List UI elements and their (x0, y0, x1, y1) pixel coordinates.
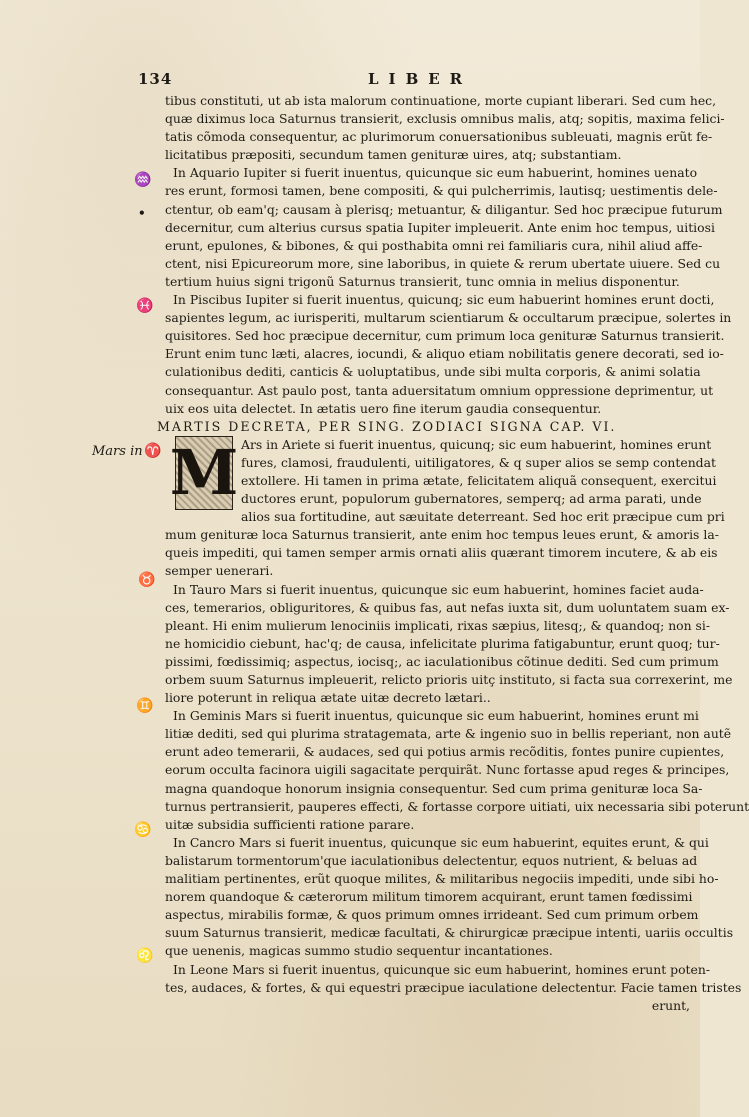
folio-number: 134 (138, 70, 173, 88)
text-line: culationibus dediti, canticis & uoluptatibus, unde sibi multa corporis, & animi solatia (165, 364, 701, 380)
text-line: Erunt enim tunc læti, alacres, iocundi, & aliquo etiam nobilitatis genere decorati, sed io- (165, 346, 724, 362)
taurus-icon: ♉ (138, 572, 156, 588)
text-line: tatis cõmoda consequentur, ac plurimorum conuersationibus subleuati, magnis erũt fe- (165, 129, 713, 145)
text-line: ces, temerarios, obliguritores, & quibus fas, aut nefas iuxta sit, dum uoluntatem suam ex- (165, 599, 730, 615)
text-line: uitæ subsidia sufficienti ratione parare. (165, 816, 415, 832)
text-line: mum genituræ loca Saturnus transierit, ante enim hoc tempus leues erunt, & amoris la- (165, 527, 719, 543)
chapter-heading: MARTIS DECRETA, PER SING. ZODIACI SIGNA CAP. VI. (157, 418, 617, 434)
text-line: ductores erunt, populorum gubernatores, semperq; ad arma parati, unde (241, 491, 702, 507)
text-line: decernitur, cum alterius cursus spatia Iupiter impleuerit. Ante enim hoc tempus, uitiosi (165, 219, 715, 235)
text-line: In Cancro Mars si fuerit inuentus, quicunque sic eum habuerint, equites erunt, & qui (173, 834, 709, 850)
text-line: eorum occulta facinora uigili sagacitate perquirãt. Nunc fortasse apud reges & principes, (165, 762, 730, 778)
text-line: que uenenis, magicas summo studio sequentur incantationes. (165, 943, 553, 959)
text-line: res erunt, formosi tamen, bene compositi, & qui pulcherrimis, lautisq; uestimentis dele- (165, 183, 718, 199)
text-line: aspectus, mirabilis formæ, & quos primum omnes irrideant. Sed cum primum orbem (165, 907, 699, 923)
text-line: norem quandoque & cæterorum militum timorem acquirant, erunt tamen fœdissimi (165, 889, 693, 905)
text-line: quæ diximus loca Saturnus transierit, exclusis omnibus malis, atq; sopitis, maxima felici- (165, 111, 725, 127)
leo-icon: ♌ (136, 948, 154, 964)
text-line: ctent, nisi Epicureorum more, sine laboribus, in quiete & rerum ubertate uiuere. Sed cu (165, 255, 721, 271)
text-line: balistarum tormentorum'que iaculationibus delectentur, equos nutrient, & beluas ad (165, 852, 698, 868)
text-line: erunt adeo temerarii, & audaces, sed qui potius armis recõditis, fontes punire cupientes, (165, 744, 725, 760)
text-line: tibus constituti, ut ab ista malorum continuatione, morte cupiant liberari. Sed cum hec, (165, 93, 717, 108)
text-line: orbem suum Saturnus impleuerit, relicto prioris uitç instituto, si facta sua correxerint, me (165, 672, 733, 687)
text-line: liore poterunt in reliqua ætate uitæ decreto lætari.. (165, 690, 491, 706)
page-header (138, 70, 658, 92)
text-line: ne homicidio ciebunt, hac'q; de causa, infelicitate plurima fatigabuntur, erunt quoq; tur- (165, 635, 720, 651)
text-line: magna quandoque honorum insignia consequentur. Sed cum prima genituræ loca Sa- (165, 780, 703, 796)
text-line: queis impediti, qui tamen semper armis ornati aliis quærant timorem incutere, & ab eis (165, 545, 718, 561)
main-text (157, 92, 749, 1015)
dropcap-letter: M (169, 435, 239, 509)
note-mark-icon: • (138, 206, 146, 220)
aries-icon: ♈ (144, 443, 162, 459)
text-line: pleant. Hi enim mulierum lenociniis implicati, rixas sæpius, litesq;, & quandoq; non si- (165, 617, 711, 633)
text-line: Ars in Ariete si fuerit inuentus, quicunq; sic eum habuerint, homines erunt (241, 436, 712, 452)
dropcap-paragraph (165, 435, 725, 526)
mars-margin-label: Mars in (92, 444, 143, 459)
text-line: sapientes legum, ac iurisperiti, multarum scientiarum & occultarum præcipue, solertes in (165, 310, 732, 326)
text-line: In Tauro Mars si fuerit inuentus, quicunque sic eum habuerint, homines faciet auda- (173, 581, 704, 597)
text-line: tes, audaces, & fortes, & qui equestri præcipue iaculatione delectentur. Facie tamen tristes (165, 979, 742, 995)
text-line: fures, clamosi, fraudulenti, uitiligatores, & q super alios se semp contendat (241, 454, 716, 470)
pisces-icon: ♓ (136, 298, 154, 314)
text-line: tertium huius signi trigonũ Saturnus transierit, tunc omnia in melius disponentur. (165, 273, 680, 289)
text-line: alios sua fortitudine, aut sæuitate deterreant. Sed hoc erit præcipue cum pri (241, 509, 725, 525)
text-line: In Aquario Iupiter si fuerit inuentus, quicunque sic eum habuerint, homines uenato (173, 165, 698, 181)
text-line: uix eos uita delectet. In ætatis uero fine iterum gaudia consequentur. (165, 400, 602, 416)
text-line: pissimi, fœdissimiq; aspectus, iocisq;, ac iaculationibus cõtinue dediti. Sed cum primum (165, 653, 719, 669)
text-line: extollere. Hi tamen in prima ætate, felicitatem aliquã consequent, exercitui (241, 472, 717, 488)
text-line: In Geminis Mars si fuerit inuentus, quicunque sic eum habuerint, homines erunt mi (173, 708, 699, 724)
text-line: turnus pertransierit, pauperes effecti, & fortasse corpore uitiati, uix necessaria sibi poterunt (165, 798, 749, 814)
running-head: LIBER (368, 70, 473, 88)
aquarius-icon: ♒ (134, 172, 152, 188)
text-line: suum Saturnus transierit, medicæ facultati, & chirurgicæ præcipue intenti, uariis occultis (165, 925, 734, 941)
text-line: consequantur. Ast paulo post, tanta aduersitatum omnium oppressione deprimentur, ut (165, 382, 714, 398)
text-line: quisitores. Sed hoc præcipue decernitur, cum primum loca genituræ Saturnus transierit. (165, 328, 725, 344)
text-line: litiæ dediti, sed qui plurima stratagemata, arte & ingenio suo in bellis reperiant, non autẽ (165, 726, 732, 742)
cancer-icon: ♋ (134, 822, 152, 838)
text-line: malitiam pertinentes, erũt quoque milites, & militaribus negociis impediti, unde sibi ho- (165, 871, 719, 887)
text-line: erunt, epulones, & bibones, & qui posthabita omni rei familiaris cura, nihil aliud affe- (165, 237, 703, 253)
text-line: semper uenerari. (165, 563, 274, 579)
text-line: ctentur, ob eam'q; causam à plerisq; metuantur, & diligantur. Sed hoc præcipue futurum (165, 201, 723, 217)
catchword: erunt, (651, 997, 690, 1013)
text-line: In Piscibus Iupiter si fuerit inuentus, quicunq; sic eum habuerint homines erunt docti, (173, 292, 715, 308)
gemini-icon: ♊ (136, 698, 154, 714)
text-line: In Leone Mars si fuerit inuentus, quicunque sic eum habuerint, homines erunt poten- (173, 961, 711, 977)
text-line: licitatibus præpositi, secundum tamen genituræ uires, atq; substantiam. (165, 147, 622, 163)
